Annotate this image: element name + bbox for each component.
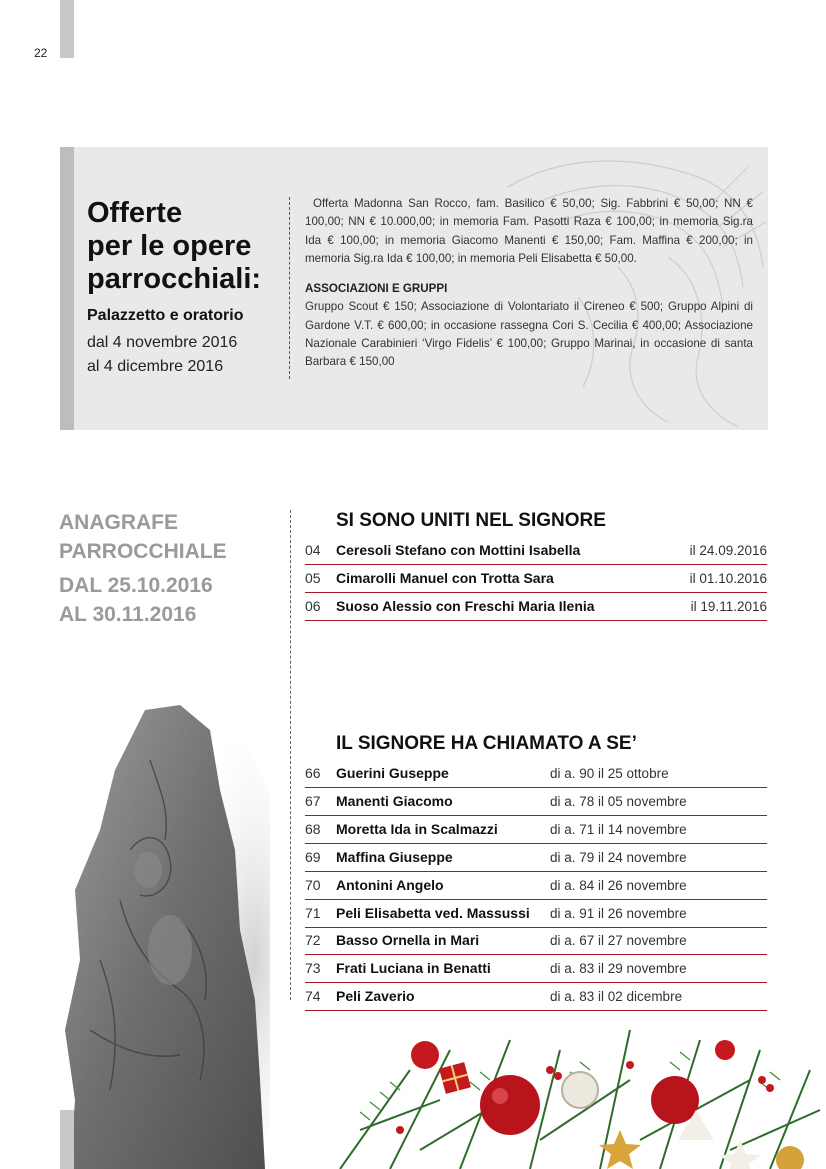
wedding-date: il 24.09.2016: [689, 543, 767, 558]
age-date: di a. 84 il 26 novembre: [550, 878, 687, 893]
deceased-name: Peli Zaverio: [336, 988, 415, 1004]
row-number: 74: [305, 988, 321, 1004]
row-number: 67: [305, 793, 321, 809]
row-number: 69: [305, 849, 321, 865]
deceased-name: Moretta Ida in Scalmazzi: [336, 821, 498, 837]
bottom-margin-bar: [60, 1110, 74, 1169]
deceased-name: Peli Elisabetta ved. Massussi: [336, 905, 530, 921]
stone-sculpture-image: [60, 700, 270, 1169]
date-to: al 4 dicembre 2016: [87, 358, 224, 375]
offerte-paragraph: Offerta Madonna San Rocco, fam. Basilico € 50,00; Sig. Fabbrini € 50,00; NN € 100,00; NN € 10.000,00; in memoria Fam. Pasotti Raza € 100,00; in memoria Sig.ra Ida € 100,00; in memoria Giacomo Manenti € 150,00; Fam. Maffina € 200,00; in memoria Sig.ra Ida € 100,00; in memoria Peli Elisabetta € 50,00.: [305, 197, 753, 265]
row-number: 06: [305, 598, 321, 614]
matrimoni-row: [305, 537, 767, 565]
anagrafe-line-1: ANAGRAFE: [59, 511, 178, 534]
wedding-date: il 19.11.2016: [690, 599, 767, 614]
defunti-row: [305, 872, 767, 900]
date-from: dal 4 novembre 2016: [87, 334, 238, 351]
title-line-3: parrocchiali:: [87, 263, 262, 295]
matrimoni-row: [305, 593, 767, 621]
associazioni-text: Gruppo Scout € 150; Associazione di Volontariato il Cireneo € 500; Gruppo Alpini di Gardone V.T. € 600,00; in occasione rassegna Cori S. Cecilia € 400,00; Associazione Nazionale Carabinieri ‘Virgo Fidelis’ € 100,00; Gruppo Marinai, in occasione di santa Barbara € 150,00: [305, 300, 753, 369]
offerte-details: [305, 195, 753, 372]
offerte-date-range: [87, 331, 237, 379]
associazioni-heading: ASSOCIAZIONI E GRUPPI: [305, 282, 448, 296]
row-number: 66: [305, 765, 321, 781]
defunti-row: [305, 844, 767, 872]
deceased-name: Maffina Giuseppe: [336, 849, 453, 865]
row-number: 70: [305, 877, 321, 893]
matrimoni-title: SI SONO UNITI NEL SIGNORE: [336, 510, 606, 531]
anagrafe-heading: [59, 508, 227, 629]
age-date: di a. 90 il 25 ottobre: [550, 766, 669, 781]
page-number: 22: [34, 46, 48, 60]
offerte-subtitle: Palazzetto e oratorio: [87, 307, 244, 324]
defunti-row: [305, 983, 767, 1011]
row-number: 73: [305, 960, 321, 976]
vertical-dashed-divider: [290, 510, 291, 1000]
defunti-row: [305, 816, 767, 844]
defunti-row: [305, 760, 767, 788]
deceased-name: Guerini Guseppe: [336, 765, 449, 781]
row-number: 05: [305, 570, 321, 586]
box-accent-bar: [60, 147, 74, 430]
anagrafe-line-2: PARROCCHIALE: [59, 540, 227, 563]
age-date: di a. 91 il 26 novembre: [550, 906, 687, 921]
title-line-2: per le opere: [87, 230, 252, 262]
defunti-title: IL SIGNORE HA CHIAMATO A SE’: [336, 733, 637, 754]
christmas-garland-image: [300, 1010, 826, 1169]
defunti-row: [305, 788, 767, 816]
age-date: di a. 67 il 27 novembre: [550, 933, 687, 948]
anagrafe-line-4: AL 30.11.2016: [59, 603, 197, 626]
matrimoni-row: [305, 565, 767, 593]
row-number: 04: [305, 542, 321, 558]
deceased-name: Manenti Giacomo: [336, 793, 453, 809]
defunti-row: [305, 900, 767, 928]
anagrafe-line-3: DAL 25.10.2016: [59, 574, 213, 597]
age-date: di a. 83 il 29 novembre: [550, 961, 687, 976]
age-date: di a. 79 il 24 novembre: [550, 850, 687, 865]
age-date: di a. 78 il 05 novembre: [550, 794, 687, 809]
wedding-date: il 01.10.2016: [689, 571, 767, 586]
top-margin-bar: [60, 0, 74, 58]
title-line-1: Offerte: [87, 197, 183, 229]
age-date: di a. 83 il 02 dicembre: [550, 989, 683, 1004]
defunti-row: [305, 955, 767, 983]
row-number: 72: [305, 932, 321, 948]
dashed-divider: [289, 197, 290, 379]
couple-names: Suoso Alessio con Freschi Maria Ilenia: [336, 598, 595, 614]
age-date: di a. 71 il 14 novembre: [550, 822, 687, 837]
defunti-row: [305, 927, 767, 955]
row-number: 71: [305, 905, 321, 921]
offerte-box: [60, 147, 768, 430]
couple-names: Ceresoli Stefano con Mottini Isabella: [336, 542, 581, 558]
deceased-name: Basso Ornella in Mari: [336, 932, 480, 948]
row-number: 68: [305, 821, 321, 837]
couple-names: Cimarolli Manuel con Trotta Sara: [336, 570, 554, 586]
deceased-name: Frati Luciana in Benatti: [336, 960, 491, 976]
deceased-name: Antonini Angelo: [336, 877, 444, 893]
offerte-title: [87, 197, 261, 296]
